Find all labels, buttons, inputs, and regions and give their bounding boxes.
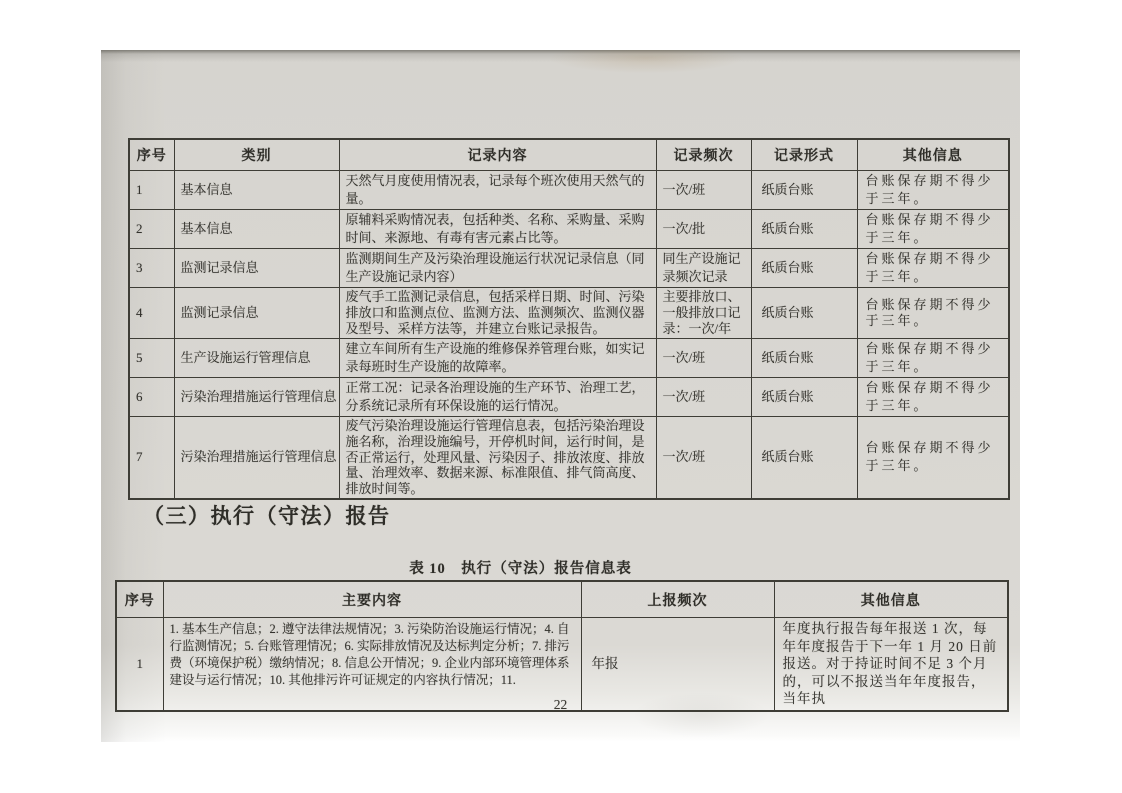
cell-content: 监测期间生产及污染治理设施运行状况记录信息（同生产设施记录内容） — [339, 249, 656, 288]
column-header-category: 类别 — [174, 139, 339, 171]
cell-other: 年度执行报告每年报送 1 次，每年年度报告于下一年 1 月 20 日前报送。对于持证时间不足 3 个月的，可以不报送当年年度报告，当年执 — [774, 618, 1008, 711]
page-number: 22 — [553, 697, 568, 712]
cell-form: 纸质台账 — [751, 339, 857, 378]
column-header-other: 其他信息 — [774, 581, 1008, 618]
cell-other: 台账保存期不得少于三年。 — [857, 339, 1009, 378]
cell-category: 监测记录信息 — [174, 249, 339, 288]
cell-category: 污染治理措施运行管理信息 — [174, 378, 339, 417]
cell-category: 基本信息 — [174, 210, 339, 249]
cell-form: 纸质台账 — [751, 378, 857, 417]
cell-form: 纸质台账 — [751, 249, 857, 288]
cell-category: 基本信息 — [174, 171, 339, 210]
cell-no: 4 — [129, 288, 174, 339]
section-heading: （三）执行（守法）报告 — [143, 504, 391, 528]
cell-frequency: 年报 — [581, 618, 774, 711]
report-table-header — [116, 581, 1008, 618]
cell-content: 建立车间所有生产设施的维修保养管理台账，如实记录每班时生产设施的故障率。 — [339, 339, 656, 378]
cell-other: 台账保存期不得少于三年。 — [857, 378, 1009, 417]
table-row — [129, 417, 1009, 499]
cell-frequency: 一次/班 — [656, 171, 751, 210]
document-page — [101, 50, 1020, 742]
cell-content: 原辅料采购情况表，包括种类、名称、采购量、采购时间、来源地、有毒有害元素占比等。 — [339, 210, 656, 249]
cell-frequency: 一次/批 — [656, 210, 751, 249]
cell-no: 1 — [116, 618, 163, 711]
table-caption: 表 10 执行（守法）报告信息表 — [409, 561, 632, 577]
table-row — [129, 288, 1009, 339]
cell-other: 台账保存期不得少于三年。 — [857, 249, 1009, 288]
record-table-header — [129, 139, 1009, 171]
cell-form: 纸质台账 — [751, 171, 857, 210]
record-info-table — [128, 138, 1010, 500]
cell-no: 7 — [129, 417, 174, 499]
cell-content: 废气污染治理设施运行管理信息表，包括污染治理设施名称，治理设施编号，开停机时间，运行时间，是否正常运行，处理风量、污染因子、排放浓度、排放量、治理效率、数据来源、标准限值、排气筒高度、排放时间等。 — [339, 417, 656, 499]
cell-category: 生产设施运行管理信息 — [174, 339, 339, 378]
column-header-content: 记录内容 — [339, 139, 656, 171]
record-table-body — [129, 171, 1009, 499]
cell-other: 台账保存期不得少于三年。 — [857, 210, 1009, 249]
cell-content: 废气手工监测记录信息，包括采样日期、时间、污染排放口和监测点位、监测方法、监测频次、监测仪器及型号、采样方法等，并建立台账记录报告。 — [339, 288, 656, 339]
cell-other: 台账保存期不得少于三年。 — [857, 288, 1009, 339]
header-row — [129, 139, 1009, 171]
cell-category: 污染治理措施运行管理信息 — [174, 417, 339, 499]
cell-form: 纸质台账 — [751, 210, 857, 249]
cell-frequency: 一次/班 — [656, 339, 751, 378]
column-header-other: 其他信息 — [857, 139, 1009, 171]
cell-content: 正常工况：记录各治理设施的生产环节、治理工艺，分系统记录所有环保设施的运行情况。 — [339, 378, 656, 417]
cell-frequency: 一次/班 — [656, 378, 751, 417]
cell-form: 纸质台账 — [751, 288, 857, 339]
cell-form: 纸质台账 — [751, 417, 857, 499]
table-row — [129, 210, 1009, 249]
column-header-form: 记录形式 — [751, 139, 857, 171]
column-header-no: 序号 — [129, 139, 174, 171]
cell-no: 1 — [129, 171, 174, 210]
cell-frequency: 主要排放口、一般排放口记录：一次/年 — [656, 288, 751, 339]
cell-no: 5 — [129, 339, 174, 378]
table-row — [129, 171, 1009, 210]
table-row — [129, 249, 1009, 288]
header-row — [116, 581, 1008, 618]
cell-content: 天然气月度使用情况表，记录每个班次使用天然气的量。 — [339, 171, 656, 210]
column-header-main: 主要内容 — [163, 581, 581, 618]
column-header-frequency: 记录频次 — [656, 139, 751, 171]
column-header-no: 序号 — [116, 581, 163, 618]
cell-no: 3 — [129, 249, 174, 288]
cell-frequency: 同生产设施记录频次记录 — [656, 249, 751, 288]
table-row — [129, 339, 1009, 378]
cell-content: 1. 基本生产信息；2. 遵守法律法规情况；3. 污染防治设施运行情况；4. 自行监测情况；5. 台账管理情况；6. 实际排放情况及达标判定分析；7. 排污费（环境保护税）缴纳情况；8. 信息公开情况；9. 企业内部环境管理体系建设与运行情况；10. 其他排污许可证规定的内容执行情况；11. — [163, 618, 581, 711]
cell-other: 台账保存期不得少于三年。 — [857, 417, 1009, 499]
table-row — [129, 378, 1009, 417]
cell-other: 台账保存期不得少于三年。 — [857, 171, 1009, 210]
cell-category: 监测记录信息 — [174, 288, 339, 339]
cell-no: 2 — [129, 210, 174, 249]
column-header-frequency: 上报频次 — [581, 581, 774, 618]
cell-no: 6 — [129, 378, 174, 417]
cell-frequency: 一次/班 — [656, 417, 751, 499]
report-info-table — [115, 580, 1009, 712]
